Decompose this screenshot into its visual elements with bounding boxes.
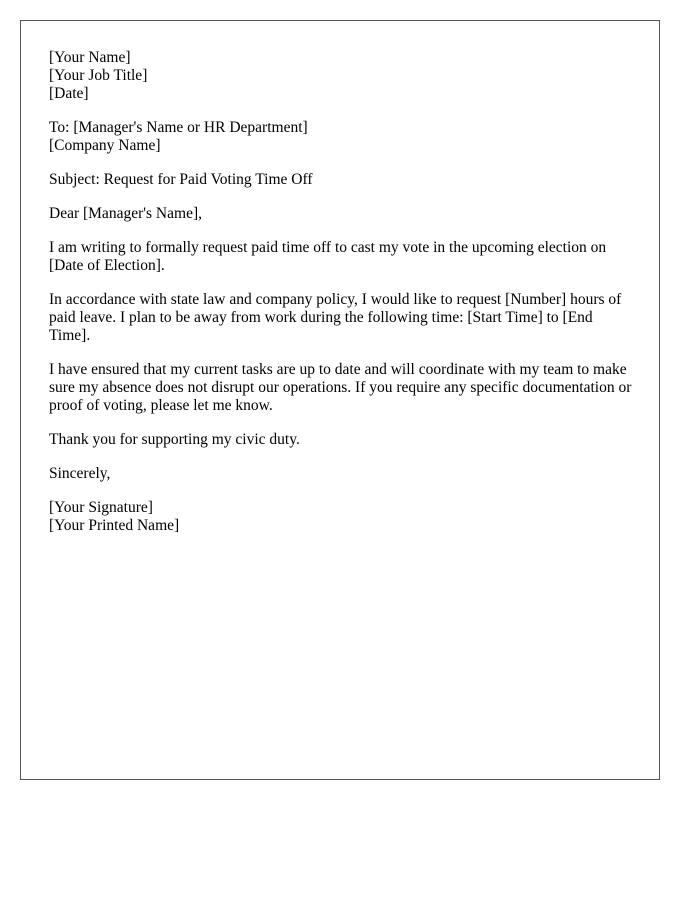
- body-paragraph-coordination: I have ensured that my current tasks are up to date and will coordinate with my team to make sure my absence does not disrupt our operations. If you require any specific documentation or proof of voting, please let me know.: [49, 361, 632, 414]
- sender-block: [49, 49, 633, 103]
- recipient-block: [49, 119, 633, 155]
- signature-line: [Your Signature]: [49, 499, 153, 516]
- letter-date: [Date]: [49, 85, 89, 102]
- sender-name: [Your Name]: [49, 49, 131, 66]
- body-paragraph-leave-details: In accordance with state law and company policy, I would like to request [Number] hours of paid leave. I plan to be away from work during the following time: [Start Time] to [End Time].: [49, 291, 622, 344]
- subject-line: Subject: Request for Paid Voting Time Off: [49, 171, 313, 188]
- printed-name: [Your Printed Name]: [49, 517, 180, 534]
- salutation: Dear [Manager's Name],: [49, 205, 202, 222]
- sender-job-title: [Your Job Title]: [49, 67, 148, 84]
- recipient-company: [Company Name]: [49, 137, 161, 154]
- closing: Sincerely,: [49, 465, 111, 482]
- letter-page: [20, 20, 660, 780]
- body-paragraph-thanks: Thank you for supporting my civic duty.: [49, 431, 300, 448]
- signature-block: [49, 499, 633, 535]
- recipient-to: To: [Manager's Name or HR Department]: [49, 119, 308, 136]
- body-paragraph-request: I am writing to formally request paid time off to cast my vote in the upcoming election on [Date of Election].: [49, 239, 607, 274]
- letter-body: [49, 49, 633, 551]
